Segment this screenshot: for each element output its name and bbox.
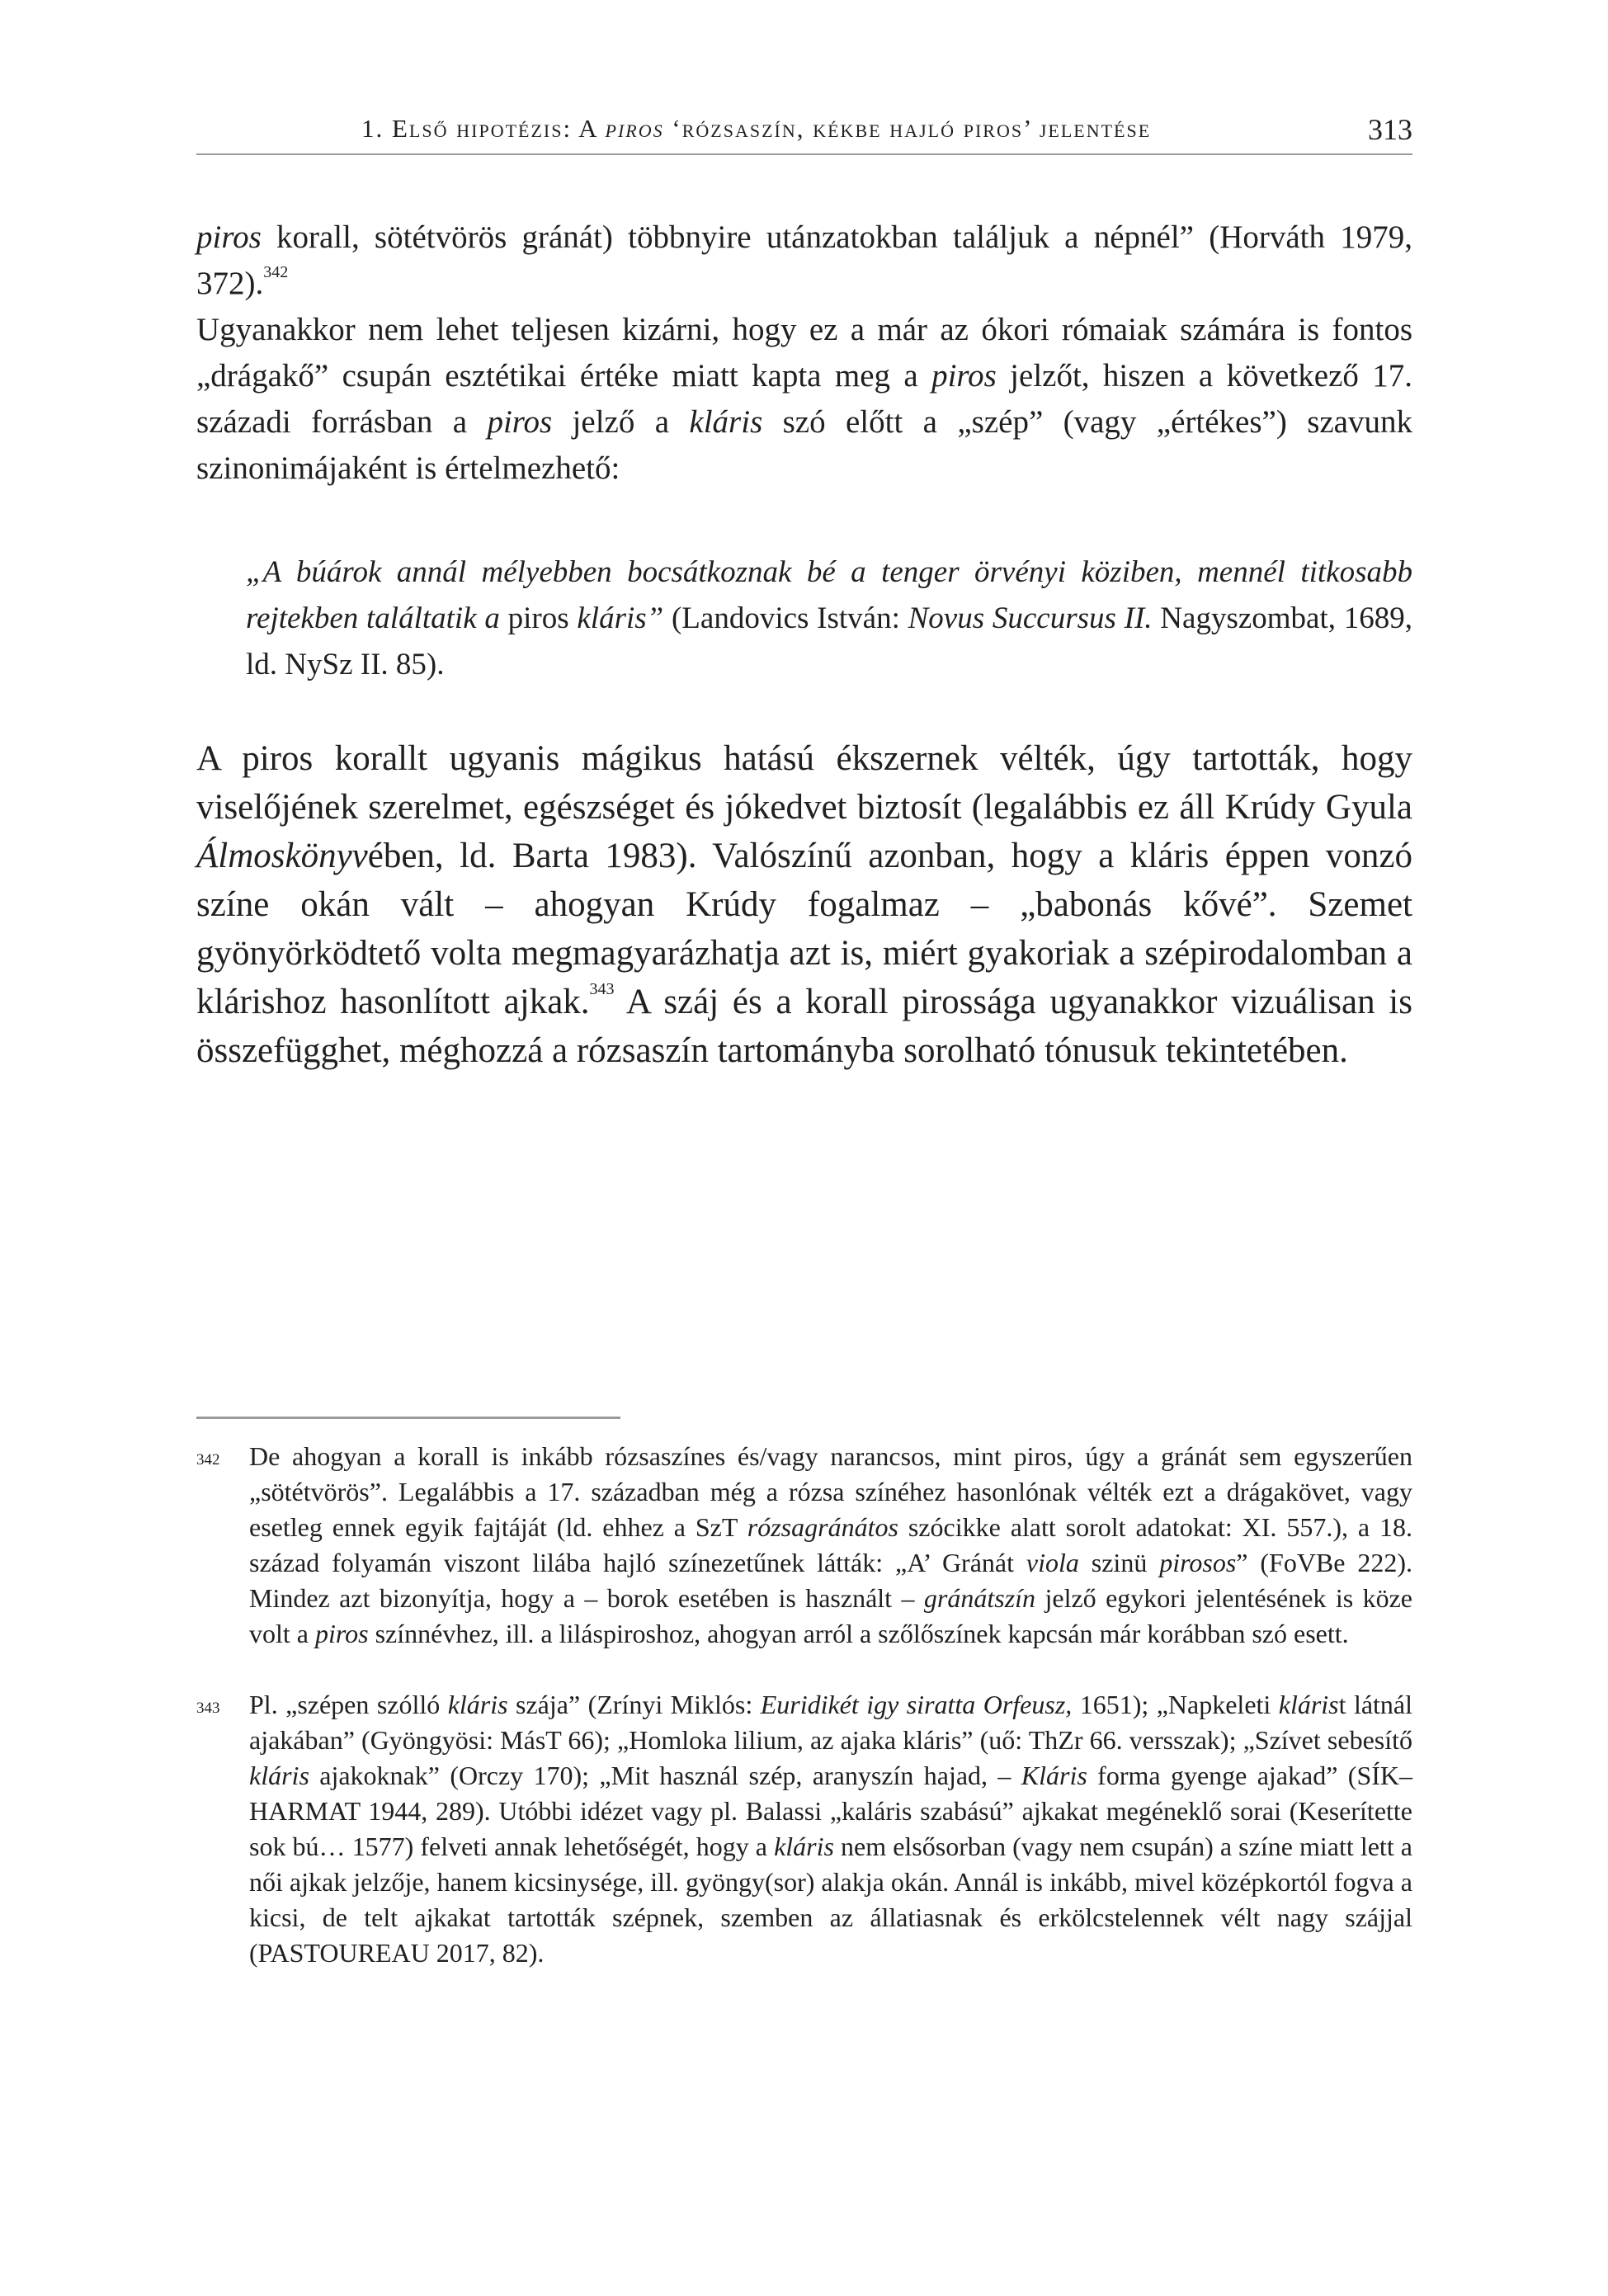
running-head — [196, 106, 1412, 155]
footnote-number: 342 — [196, 1451, 220, 1469]
block-quote: „A búárok annál mélyebben bocsátkoznak bé a tenger örvényi köziben, mennél titkosabb rejtekben találtatik a piros kláris” (Landovics István: Novus Succursus II. Nagyszombat, 1689, ld. NySz II. 85). — [246, 555, 1412, 681]
footnote-reference[interactable]: 343 — [589, 980, 615, 998]
running-head-title: 1. Első hipotézis: A piros ‘rózsaszín, kékbe hajló piros’ jelentése — [361, 114, 1152, 143]
footnote-text: Pl. „szépen szólló kláris szája” (Zrínyi Miklós: Euridikét igy siratta Orfeusz, 1651); „Napkeleti klárist látnál ajakában” (Gyöngyösi: MásT 66); „Homloka lilium, az ajaka kláris” (uő: ThZr 66. versszak); „Szívet sebesítő kláris ajakoknak” (Orczy 170); „Mit használ szép, aranyszín hajad, – Kláris forma gyenge ajakad” (SÍK–HARMAT 1944, 289). Utóbbi idézet vagy pl. Balassi „kaláris szabású” ajkakat megéneklő sorai (Keserítette sok bú… 1577) felveti annak lehetőségét, hogy a kláris nem elsősorban (vagy nem csupán) a színe miatt lett a női ajkak jelzője, hanem kicsinysége, ill. gyöngy(sor) alakja okán. Annál is inkább, mivel középkortól fogva a kicsi, de telt ajkakat tartották szépnek, szemben az állatiasnak és erkölcstelennek vélt nagy szájjal (PASTOUREAU 2017, 82). — [249, 1690, 1413, 1968]
page-number: 313 — [1368, 113, 1412, 146]
footnote-number: 343 — [196, 1700, 220, 1717]
chapter-number: 1. — [361, 114, 384, 143]
body-paragraph: A piros korallt ugyanis mágikus hatású ékszernek vélték, úgy tartották, hogy viselőjének szerelmet, egészséget és jókedvet biztosít (legalábbis ez áll Krúdy Gyula Álmoskönyvében, ld. Barta 1983). Valószínű azonban, hogy a kláris éppen vonzó színe okán vált – ahogyan Krúdy fogalmaz – „babonás kővé”. Szemet gyönyörködtető volta megmagyarázhatja azt is, miért gyakoriak a szépirodalomban a klárishoz hasonlított ajkak.$^{343}$ A száj és a korall pirossága ugyanakkor vizuálisan is összefügghet, méghozzá a rózsaszín tartományba sorolható tónusuk tekintetében. — [196, 739, 1412, 1070]
footnote-separator — [196, 1417, 620, 1419]
footnote-reference[interactable]: 342 — [263, 263, 289, 281]
footnote-text: De ahogyan a korall is inkább rózsaszínes és/vagy narancsos, mint piros, úgy a gránát sem egyszerűen „sötétvörös”. Legalábbis a 17. században még a rózsa színéhez hasonlónak vélték ezt a drágakövet, vagy esetleg ennek egyik fajtáját (ld. ehhez a SzT rózsagránátos szócikke alatt sorolt adatokat: XI. 557.), a 18. század folyamán viszont lilába hajló színezetűnek látták: „A’ Gránát viola szinü pirosos” (FoVBe 222). Mindez azt bizonyítja, hogy a – borok esetében is használt – gránátszín jelző egykori jelentésének is köze volt a piros színnévhez, ill. a liláspiroshoz, ahogyan arról a szőlőszínek kapcsán már korábban szó esett. — [249, 1441, 1413, 1648]
body-paragraph: Ugyanakkor nem lehet teljesen kizárni, hogy ez a már az ókori rómaiak számára is fontos „drágakő” csupán esztétikai értéke miatt kapta meg a piros jelzőt, hiszen a következő 17. századi forrásban a piros jelző a kláris szó előtt a „szép” (vagy „értékes”) szavunk szinonimájaként is értelmezhető: — [196, 312, 1412, 486]
body-paragraph-continued: piros korall, sötétvörös gránát) többnyire utánzatokban találjuk a népnél” (Horváth 1979, 372).$^{342}$ — [196, 219, 1412, 301]
